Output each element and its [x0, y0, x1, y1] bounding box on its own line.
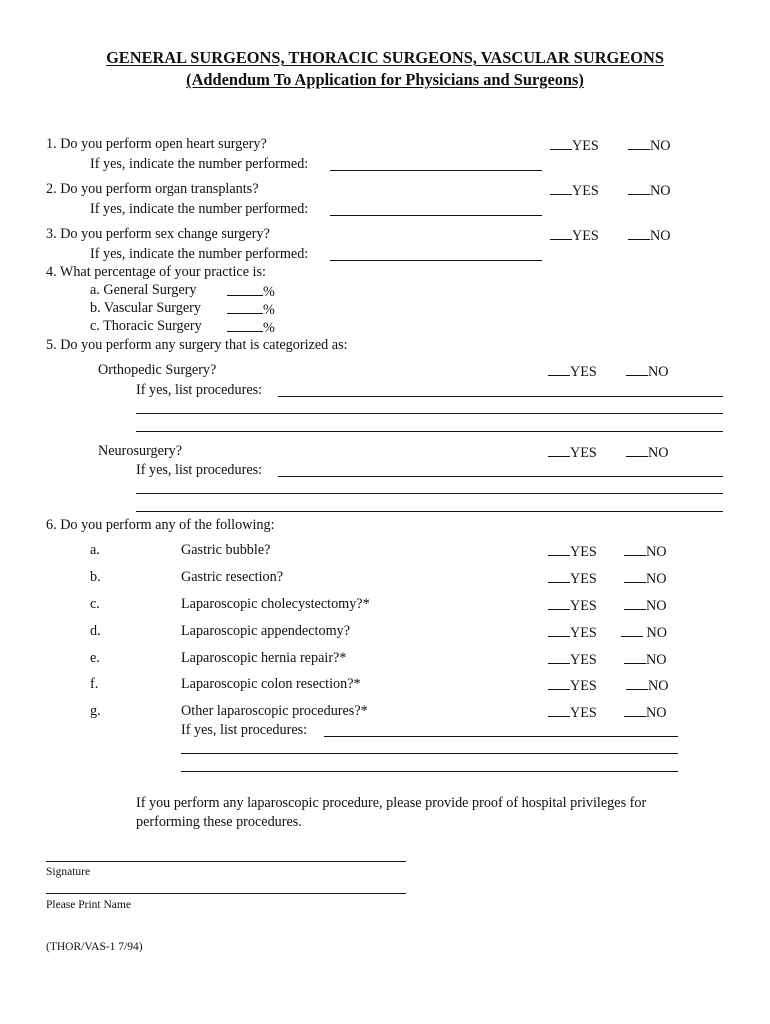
q6-item-a-no-option[interactable]: NO	[624, 542, 667, 561]
q6-list-field-1[interactable]	[324, 736, 678, 737]
q6-item-c-no-option[interactable]: NO	[624, 596, 667, 615]
q5-neuro-list-field-2[interactable]	[136, 493, 723, 494]
q4-item-thoracic: c. Thoracic Surgery	[90, 318, 202, 334]
q6-list-label: If yes, list procedures:	[181, 722, 308, 738]
q5-neuro-list-field-1[interactable]	[278, 476, 723, 477]
q6-item-d-yes-option[interactable]: YES	[548, 623, 597, 642]
q5-orthopedic-list-field-3[interactable]	[136, 431, 723, 432]
q6-item-b-no-option[interactable]: NO	[624, 569, 667, 588]
q6-item-e-label: Laparoscopic hernia repair?*	[181, 650, 347, 666]
question-4: 4. What percentage of your practice is:	[46, 264, 266, 280]
q6-item-c-yes-option[interactable]: YES	[548, 596, 597, 615]
q4-vascular-percent-field[interactable]: %	[227, 300, 275, 319]
q4-item-general: a. General Surgery	[90, 282, 197, 298]
q6-item-g-letter: g.	[90, 703, 101, 719]
q4-thoracic-percent-field[interactable]: %	[227, 318, 275, 337]
q6-item-g-label: Other laparoscopic procedures?*	[181, 703, 368, 719]
q6-item-b-letter: b.	[90, 569, 101, 585]
signature-field[interactable]	[46, 861, 406, 862]
q6-item-a-yes-option[interactable]: YES	[548, 542, 597, 561]
question-3: 3. Do you perform sex change surgery?	[46, 226, 270, 242]
q5-orthopedic-list-field-2[interactable]	[136, 413, 723, 414]
signature-label: Signature	[46, 866, 91, 878]
q6-item-f-label: Laparoscopic colon resection?*	[181, 676, 361, 692]
q6-item-c-letter: c.	[90, 596, 100, 612]
q6-item-e-no-option[interactable]: NO	[624, 650, 667, 669]
q5-neuro-list-label: If yes, list procedures:	[136, 462, 263, 478]
q5-neuro-label: Neurosurgery?	[98, 443, 183, 459]
q6-item-e-letter: e.	[90, 650, 100, 666]
q1-number-field[interactable]	[330, 170, 542, 171]
q6-item-g-no-option[interactable]: NO	[624, 703, 667, 722]
q6-item-g-yes-option[interactable]: YES	[548, 703, 597, 722]
q6-item-d-letter: d.	[90, 623, 101, 639]
q5-orthopedic-label: Orthopedic Surgery?	[98, 362, 217, 378]
question-1: 1. Do you perform open heart surgery?	[46, 136, 267, 152]
q6-item-d-label: Laparoscopic appendectomy?	[181, 623, 350, 639]
q2-number-field[interactable]	[330, 215, 542, 216]
q3-number-label: If yes, indicate the number performed:	[90, 246, 309, 262]
q6-item-a-label: Gastric bubble?	[181, 542, 271, 558]
q3-no-option[interactable]: NO	[628, 226, 671, 245]
q5-orthopedic-list-field-1[interactable]	[278, 396, 723, 397]
q2-number-label: If yes, indicate the number performed:	[90, 201, 309, 217]
q6-item-b-label: Gastric resection?	[181, 569, 284, 585]
q6-item-b-yes-option[interactable]: YES	[548, 569, 597, 588]
q1-no-option[interactable]: NO	[628, 136, 671, 155]
q3-yes-option[interactable]: YES	[550, 226, 599, 245]
q6-item-f-yes-option[interactable]: YES	[548, 676, 597, 695]
q5-neuro-yes-option[interactable]: YES	[548, 443, 597, 462]
q1-yes-option[interactable]: YES	[550, 136, 599, 155]
q6-item-a-letter: a.	[90, 542, 100, 558]
q3-number-field[interactable]	[330, 260, 542, 261]
q5-neuro-list-field-3[interactable]	[136, 511, 723, 512]
q2-yes-option[interactable]: YES	[550, 181, 599, 200]
q6-item-f-letter: f.	[90, 676, 99, 692]
laparoscopic-note-line-2: performing these procedures.	[136, 814, 302, 830]
q5-orthopedic-yes-option[interactable]: YES	[548, 362, 597, 381]
q4-item-vascular: b. Vascular Surgery	[90, 300, 201, 316]
q1-number-label: If yes, indicate the number performed:	[90, 156, 309, 172]
q2-no-option[interactable]: NO	[628, 181, 671, 200]
q6-item-e-yes-option[interactable]: YES	[548, 650, 597, 669]
q6-item-d-no-option[interactable]: NO	[621, 623, 667, 642]
print-name-label: Please Print Name	[46, 899, 131, 911]
q5-orthopedic-no-option[interactable]: NO	[626, 362, 669, 381]
q6-list-field-3[interactable]	[181, 771, 678, 772]
form-subtitle: (Addendum To Application for Physicians and Surgeons)	[186, 70, 584, 89]
question-6: 6. Do you perform any of the following:	[46, 517, 275, 533]
q4-general-percent-field[interactable]: %	[227, 282, 275, 301]
laparoscopic-note-line-1: If you perform any laparoscopic procedure, please provide proof of hospital privileges for	[136, 795, 647, 811]
q5-neuro-no-option[interactable]: NO	[626, 443, 669, 462]
q6-list-field-2[interactable]	[181, 753, 678, 754]
q5-orthopedic-list-label: If yes, list procedures:	[136, 382, 263, 398]
form-title: GENERAL SURGEONS, THORACIC SURGEONS, VASCULAR SURGEONS	[106, 48, 664, 67]
q6-item-c-label: Laparoscopic cholecystectomy?*	[181, 596, 370, 612]
question-2: 2. Do you perform organ transplants?	[46, 181, 259, 197]
question-5: 5. Do you perform any surgery that is categorized as:	[46, 337, 348, 353]
print-name-field[interactable]	[46, 893, 406, 894]
form-code: (THOR/VAS-1 7/94)	[46, 941, 143, 953]
q6-item-f-no-option[interactable]: NO	[626, 676, 669, 695]
